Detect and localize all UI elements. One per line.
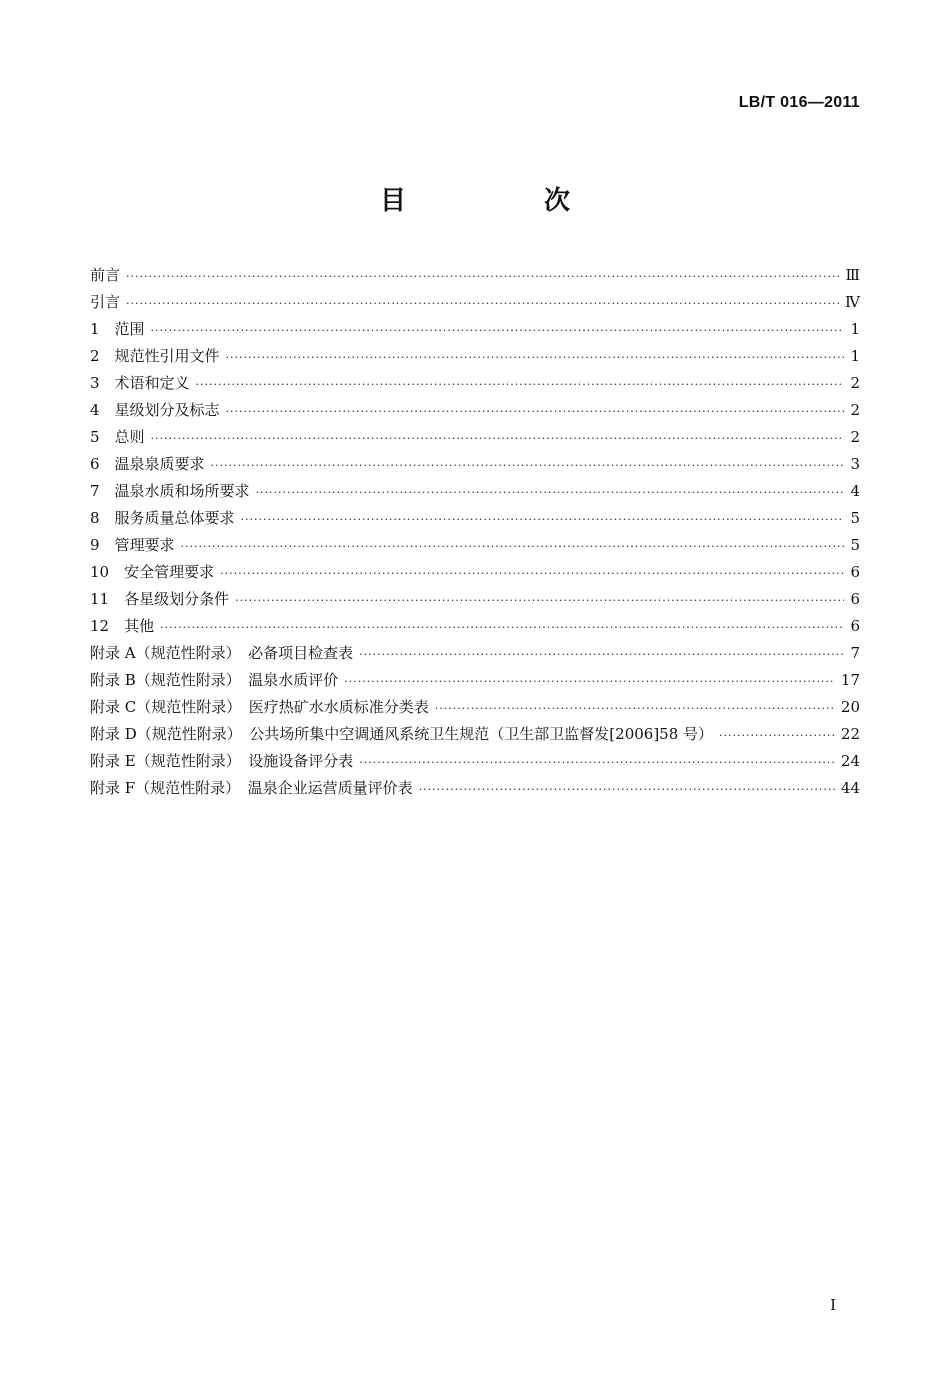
toc-entry-page: 24 [840, 752, 860, 770]
toc-entry-label: 附录 F（规范性附录） 温泉企业运营质量评价表 [90, 779, 413, 797]
toc-entry[interactable] [90, 507, 860, 534]
table-of-contents [90, 264, 860, 804]
toc-entry-label: 12 其他 [90, 617, 155, 635]
toc-leader-dots [359, 648, 844, 661]
toc-entry[interactable] [90, 426, 860, 453]
toc-entry-label: 附录 C（规范性附录） 医疗热矿水水质标准分类表 [90, 698, 429, 716]
toc-leader-dots [226, 405, 845, 418]
toc-leader-dots [211, 459, 845, 472]
toc-leader-dots [419, 783, 835, 796]
toc-entry[interactable] [90, 642, 860, 669]
toc-leader-dots [220, 567, 844, 580]
toc-entry-label: 9 管理要求 [90, 536, 175, 554]
toc-leader-dots [241, 513, 845, 526]
toc-entry[interactable] [90, 372, 860, 399]
toc-entry-label: 8 服务质量总体要求 [90, 509, 235, 527]
toc-leader-dots [226, 351, 845, 364]
toc-entry[interactable] [90, 399, 860, 426]
toc-entry[interactable] [90, 453, 860, 480]
toc-entry-page: 5 [850, 536, 860, 554]
toc-entry-page: 4 [850, 482, 860, 500]
toc-entry-page: 5 [850, 509, 860, 527]
toc-entry[interactable] [90, 264, 860, 291]
toc-entry[interactable] [90, 615, 860, 642]
toc-entry[interactable] [90, 534, 860, 561]
toc-entry-page: 2 [850, 374, 860, 392]
toc-entry-label: 附录 A（规范性附录） 必备项目检查表 [90, 644, 354, 662]
toc-entry[interactable] [90, 696, 860, 723]
toc-entry-label: 引言 [90, 293, 121, 311]
toc-entry-label: 前言 [90, 266, 121, 284]
toc-entry-label: 10 安全管理要求 [90, 563, 215, 581]
toc-entry-label: 2 规范性引用文件 [90, 347, 220, 365]
toc-entry-page: Ⅳ [845, 293, 860, 311]
toc-entry-page: 2 [850, 401, 860, 419]
toc-entry[interactable] [90, 669, 860, 696]
toc-entry-label: 附录 E（规范性附录） 设施设备评分表 [90, 752, 354, 770]
toc-entry-page: 6 [850, 617, 860, 635]
toc-entry-label: 3 术语和定义 [90, 374, 190, 392]
toc-entry-page: 7 [850, 644, 860, 662]
toc-leader-dots [181, 540, 845, 553]
toc-entry-page: 3 [850, 455, 860, 473]
toc-leader-dots [151, 432, 845, 445]
toc-entry-page: 2 [850, 428, 860, 446]
toc-entry-page: 6 [850, 590, 860, 608]
toc-leader-dots [359, 756, 835, 769]
toc-leader-dots [126, 297, 839, 310]
toc-entry[interactable] [90, 588, 860, 615]
toc-entry[interactable] [90, 750, 860, 777]
toc-entry-page: 44 [840, 779, 860, 797]
toc-entry-page: Ⅲ [845, 266, 860, 284]
toc-entry-label: 11 各星级划分条件 [90, 590, 230, 608]
toc-entry[interactable] [90, 561, 860, 588]
toc-leader-dots [151, 324, 845, 337]
page-title: 目 次 [379, 186, 626, 216]
toc-leader-dots [235, 594, 844, 607]
toc-leader-dots [160, 621, 844, 634]
toc-entry[interactable] [90, 723, 860, 750]
toc-leader-dots [196, 378, 845, 391]
toc-entry-page: 17 [840, 671, 860, 689]
toc-entry-page: 20 [840, 698, 860, 716]
toc-entry-page: 1 [850, 347, 860, 365]
toc-leader-dots [435, 702, 835, 715]
toc-entry[interactable] [90, 777, 860, 804]
toc-entry-label: 4 星级划分及标志 [90, 401, 220, 419]
page-number: I [830, 1296, 836, 1314]
standard-code: LB/T 016—2011 [738, 94, 860, 111]
toc-entry-page: 1 [850, 320, 860, 338]
toc-entry-page: 6 [850, 563, 860, 581]
toc-leader-dots [344, 675, 835, 688]
toc-entry[interactable] [90, 480, 860, 507]
toc-entry[interactable] [90, 318, 860, 345]
toc-entry[interactable] [90, 345, 860, 372]
toc-entry-label: 附录 B（规范性附录） 温泉水质评价 [90, 671, 339, 689]
toc-entry-page: 22 [840, 725, 860, 743]
toc-entry[interactable] [90, 291, 860, 318]
toc-leader-dots [126, 270, 840, 283]
toc-entry-label: 附录 D（规范性附录） 公共场所集中空调通风系统卫生规范（卫生部卫监督发[2006]58 号） [90, 725, 714, 743]
toc-leader-dots [719, 729, 835, 742]
toc-entry-label: 6 温泉泉质要求 [90, 455, 205, 473]
toc-entry-label: 5 总则 [90, 428, 145, 446]
toc-entry-label: 1 范围 [90, 320, 145, 338]
toc-entry-label: 7 温泉水质和场所要求 [90, 482, 250, 500]
toc-leader-dots [256, 486, 845, 499]
